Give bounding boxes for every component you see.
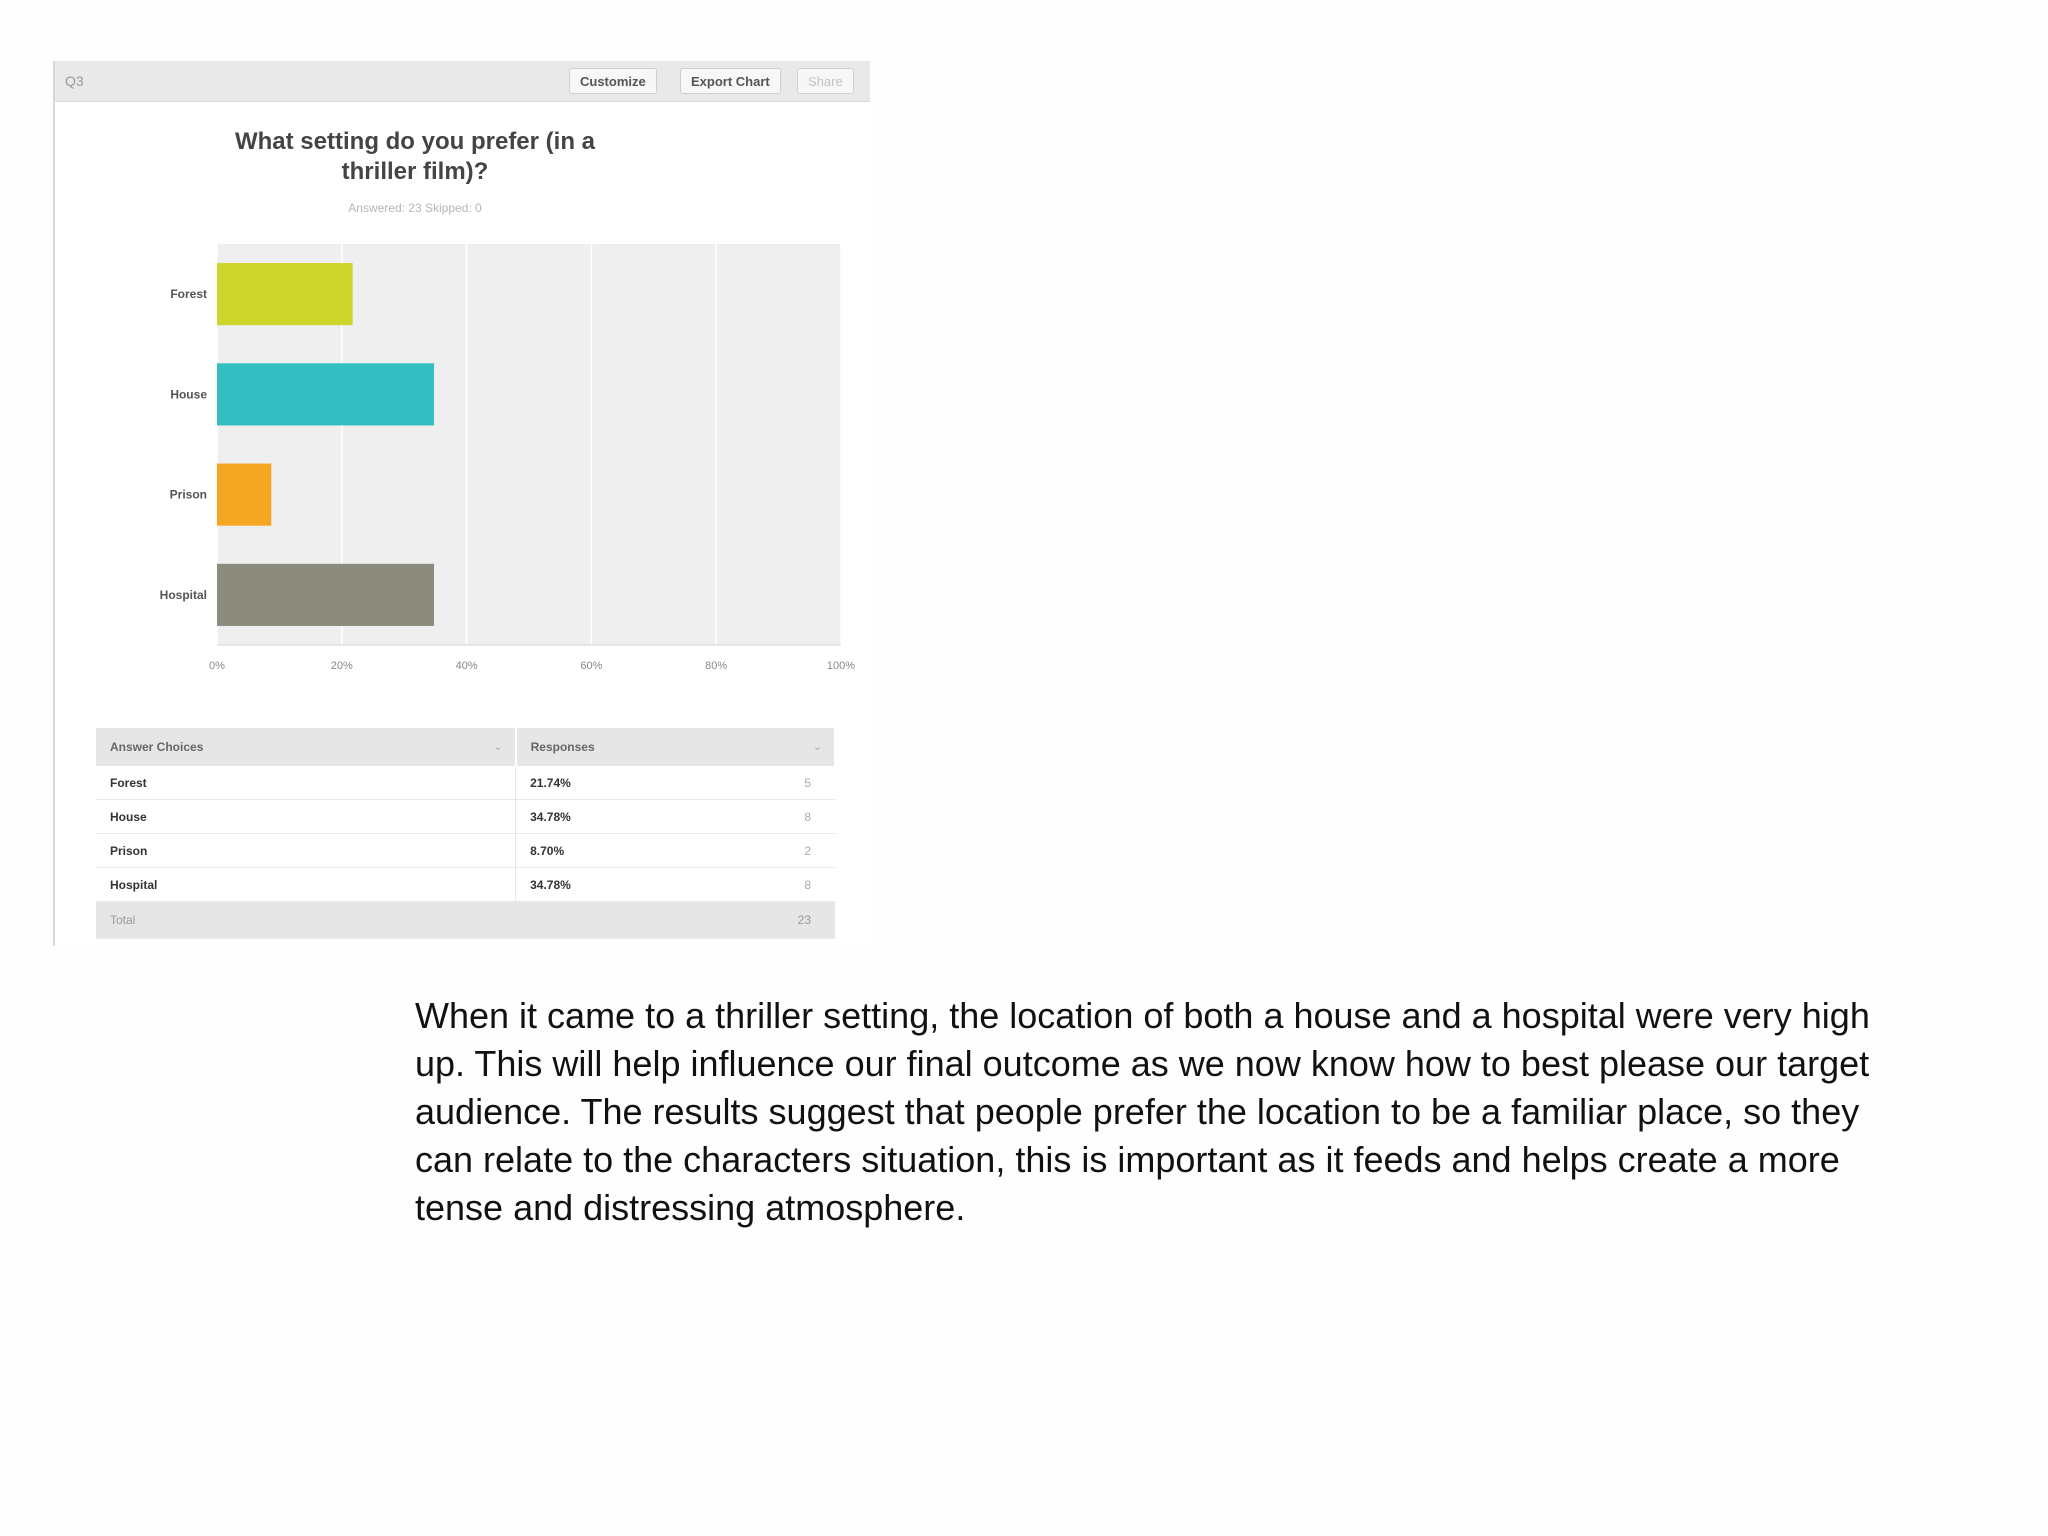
answer-choice: Prison — [96, 834, 516, 868]
response-percent: 21.74% — [516, 766, 784, 800]
response-percent: 34.78% — [516, 868, 784, 902]
table-row — [96, 868, 835, 902]
x-tick-label: 0% — [209, 660, 225, 672]
chart-title: What setting do you prefer (in a thriller film)? — [234, 128, 595, 185]
bar-chart — [55, 61, 870, 701]
response-count: 8 — [784, 800, 835, 834]
total-value: 23 — [784, 902, 835, 939]
table-row — [96, 800, 835, 834]
question-number: Q3 — [65, 73, 84, 89]
x-tick-label: 20% — [330, 660, 353, 672]
response-count: 2 — [784, 834, 835, 868]
table-row — [96, 766, 835, 800]
y-category-label: House — [170, 387, 207, 402]
bar-house — [217, 363, 434, 425]
export-chart-button[interactable]: Export Chart — [680, 68, 781, 94]
chevron-down-icon: ⌄ — [493, 741, 503, 753]
answer-choice: Forest — [96, 766, 516, 800]
customize-button[interactable]: Customize — [569, 68, 657, 94]
responses-table — [96, 728, 836, 939]
answer-choices-header-label: Answer Choices — [110, 740, 204, 754]
bar-hospital — [217, 564, 434, 626]
survey-question-panel — [53, 61, 872, 946]
y-category-label: Hospital — [159, 587, 207, 602]
commentary-text: When it came to a thriller setting, the location of both a house and a hospital were very high up. This will help influence our final outcome as we now know how to best please our target audience. The results suggest that people prefer the location to be a familiar place, so they can relate to the characters situation, this is important as it feeds and helps create a more tense and distressing atmosphere. — [415, 995, 1870, 1228]
x-tick-label: 80% — [705, 660, 728, 672]
x-tick-label: 40% — [455, 660, 478, 672]
y-category-label: Forest — [170, 287, 207, 302]
chart-subtitle: Answered: 23 Skipped: 0 — [348, 201, 482, 215]
bar-forest — [217, 263, 353, 325]
response-count: 8 — [784, 868, 835, 902]
chevron-down-icon: ⌄ — [812, 741, 822, 753]
total-label: Total — [96, 902, 784, 939]
response-count: 5 — [784, 766, 835, 800]
y-category-label: Prison — [169, 487, 207, 502]
responses-header[interactable] — [516, 728, 835, 766]
response-percent: 34.78% — [516, 800, 784, 834]
response-percent: 8.70% — [516, 834, 784, 868]
x-tick-label: 100% — [826, 660, 856, 672]
table-row — [96, 834, 835, 868]
table-total-row — [96, 902, 835, 939]
responses-header-label: Responses — [530, 740, 595, 754]
x-tick-label: 60% — [580, 660, 603, 672]
bar-prison — [217, 464, 271, 526]
answer-choice: Hospital — [96, 868, 516, 902]
answer-choices-header[interactable] — [96, 728, 516, 766]
answer-choice: House — [96, 800, 516, 834]
share-button[interactable]: Share — [797, 68, 854, 94]
